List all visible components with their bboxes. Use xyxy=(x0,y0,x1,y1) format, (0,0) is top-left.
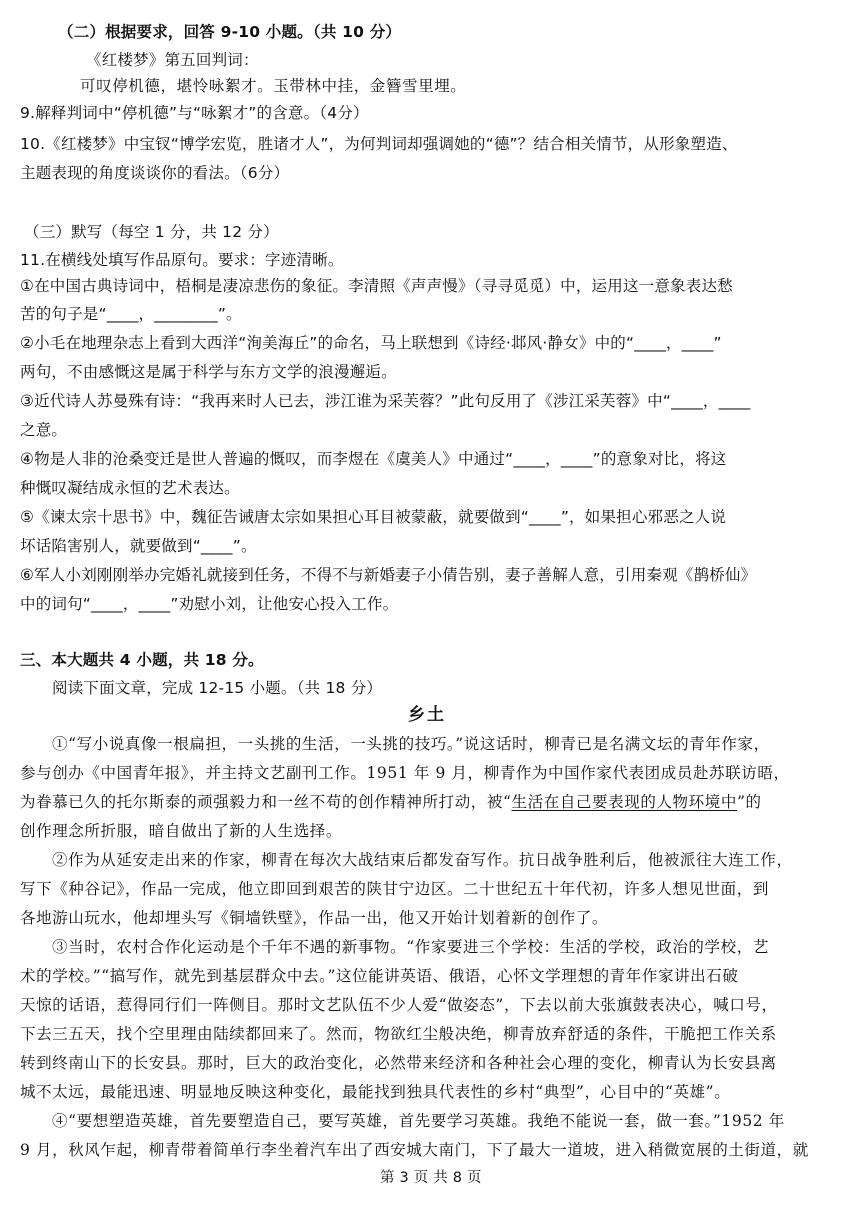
text-segment: 为眷慕已久的托尔斯泰的顽强毅力和一丝不苟的创作精神所打动，被“ xyxy=(20,793,512,811)
text-line: 种慨叹凝结成永恒的艺术表达。 xyxy=(20,479,240,497)
text-line: ④物是人非的沧桑变迁是世人普遍的慨叹，而李煜在《虞美人》中通过“____，____”的意象对比，将这 xyxy=(20,450,727,468)
text-line: 坏话陷害别人，就要做到“____”。 xyxy=(20,537,257,555)
paragraph-line: 9 月，秋风乍起，柳青带着简单行李坐着汽车出了西安城大南门，下了最大一道坡，进入稍微宽展的土街道，就 xyxy=(20,1141,809,1159)
paragraph-line: 下去三五天，找个空里理由陆续都回来了。然而，物欲红尘般决绝，柳青放弃舒适的条件，干脆把工作关系 xyxy=(20,1025,777,1043)
text-line: 中的词句“____，____”劝慰小刘，让他安心投入工作。 xyxy=(20,595,399,613)
text-line: ⑥军人小刘刚刚举办完婚礼就接到任务，不得不与新婚妻子小倩告别，妻子善解人意，引用秦观《鹊桥仙》 xyxy=(20,566,757,584)
paragraph-line: ①“写小说真像一根扁担，一头挑的生活，一头挑的技巧。”说这话时，柳青已是名满文坛的青年作家， xyxy=(52,735,770,753)
paragraph-line: 术的学校。”“搞写作，就先到基层群众中去。”这位能讲英语、俄语，心怀文学理想的青年作家讲出石破 xyxy=(20,967,739,985)
paragraph-line: ③当时，农村合作化运动是个千年不遇的新事物。“作家要进三个学校：生活的学校，政治的学校，艺 xyxy=(52,938,769,956)
text-segment: ”的 xyxy=(736,793,762,811)
text-line: ②小毛在地理杂志上看到大西洋“洵美海丘”的命名，马上联想到《诗经·邶风·静女》中的“____，____” xyxy=(20,334,722,352)
reading-instruction: 阅读下面文章，完成 12-15 小题。（共 18 分） xyxy=(52,679,383,697)
article-title: 乡土 xyxy=(408,705,446,725)
paragraph-line: 创作理念所折服，暗自做出了新的人生选择。 xyxy=(20,822,343,840)
paragraph-line: 各地游山玩水，他却埋头写《铜墙铁壁》，作品一出，他又开始计划着新的创作了。 xyxy=(20,909,608,927)
question-9: 9.解释判词中“停机德”与“咏絮才”的含意。（4分） xyxy=(20,104,369,122)
poem-line: 可叹停机德，堪怜咏絮才。玉带林中挂，金簪雪里埋。 xyxy=(80,77,467,95)
text-line: 主题表现的角度谈谈你的看法。（6分） xyxy=(20,164,290,182)
paragraph-line: 城不太远，最能迅速、明显地反映这种变化，最能找到独具代表性的乡村“典型”，心目中的“英雄”。 xyxy=(20,1083,731,1101)
text-line: 之意。 xyxy=(20,421,68,439)
underlined-phrase: 生活在自己要表现的人物环境中 xyxy=(511,793,737,811)
section-heading-3: （三）默写（每空 1 分，共 12 分） xyxy=(24,223,279,241)
question-11: 11.在横线处填写作品原句。要求：字迹清晰。 xyxy=(20,251,344,269)
question-10: 10.《红楼梦》中宝钗“博学宏览，胜诸才人”，为何判词却强调她的“德”？结合相关情节，从形象塑造、 xyxy=(20,135,738,153)
text-line: ③近代诗人苏曼殊有诗：“我再来时人已去，涉江谁为采芙蓉？”此句反用了《涉江采芙蓉》中“____，____ xyxy=(20,392,751,410)
page-number: 第 3 页 共 8 页 xyxy=(380,1170,482,1186)
text-line: ①在中国古典诗词中，梧桐是凄凉悲伤的象征。李清照《声声慢》（寻寻觅觅）中，运用这一意象表达愁 xyxy=(20,277,733,295)
section-heading-2: （二）根据要求，回答 9-10 小题。（共 10 分） xyxy=(58,23,402,41)
paragraph-line: 转到终南山下的长安县。那时，巨大的政治变化，必然带来经济和各种社会心理的变化，柳青认为长安县离 xyxy=(20,1054,777,1072)
paragraph-line: 写下《种谷记》，作品一完成，他立即回到艰苦的陕甘宁边区。二十世纪五十年代初，许多人想见世面，到 xyxy=(20,880,769,898)
paragraph-line: 天惊的话语，惹得同行们一阵侧目。那时文艺队伍不少人爱“做姿态”，下去以前大张旗鼓表决心，喊口号， xyxy=(20,996,778,1014)
text-line: ⑤《谏太宗十思书》中，魏征告诫唐太宗如果担心耳目被蒙蔽，就要做到“____”，如果担心邪恶之人说 xyxy=(20,508,727,526)
text-line: 两句，不由感慨这是属于科学与东方文学的浪漫邂逅。 xyxy=(20,363,397,381)
paragraph-line xyxy=(20,792,762,812)
paragraph-line: ②作为从延安走出来的作家，柳青在每次大战结束后都发奋写作。抗日战争胜利后，他被派往大连工作， xyxy=(52,851,793,869)
paragraph-line: ④“要想塑造英雄，首先要塑造自己，要写英雄，首先要学习英雄。我绝不能说一套，做一套。”1952 年 xyxy=(52,1112,785,1130)
part-three-heading: 三、本大题共 4 小题，共 18 分。 xyxy=(20,651,264,669)
text-line: 苦的句子是“____，________”。 xyxy=(20,305,242,323)
text-line: 《红楼梦》第五回判词： xyxy=(86,51,259,69)
paragraph-line: 参与创办《中国青年报》，并主持文艺副刊工作。1951 年 9 月，柳青作为中国作家代表团成员赴苏联访晤， xyxy=(20,764,790,782)
